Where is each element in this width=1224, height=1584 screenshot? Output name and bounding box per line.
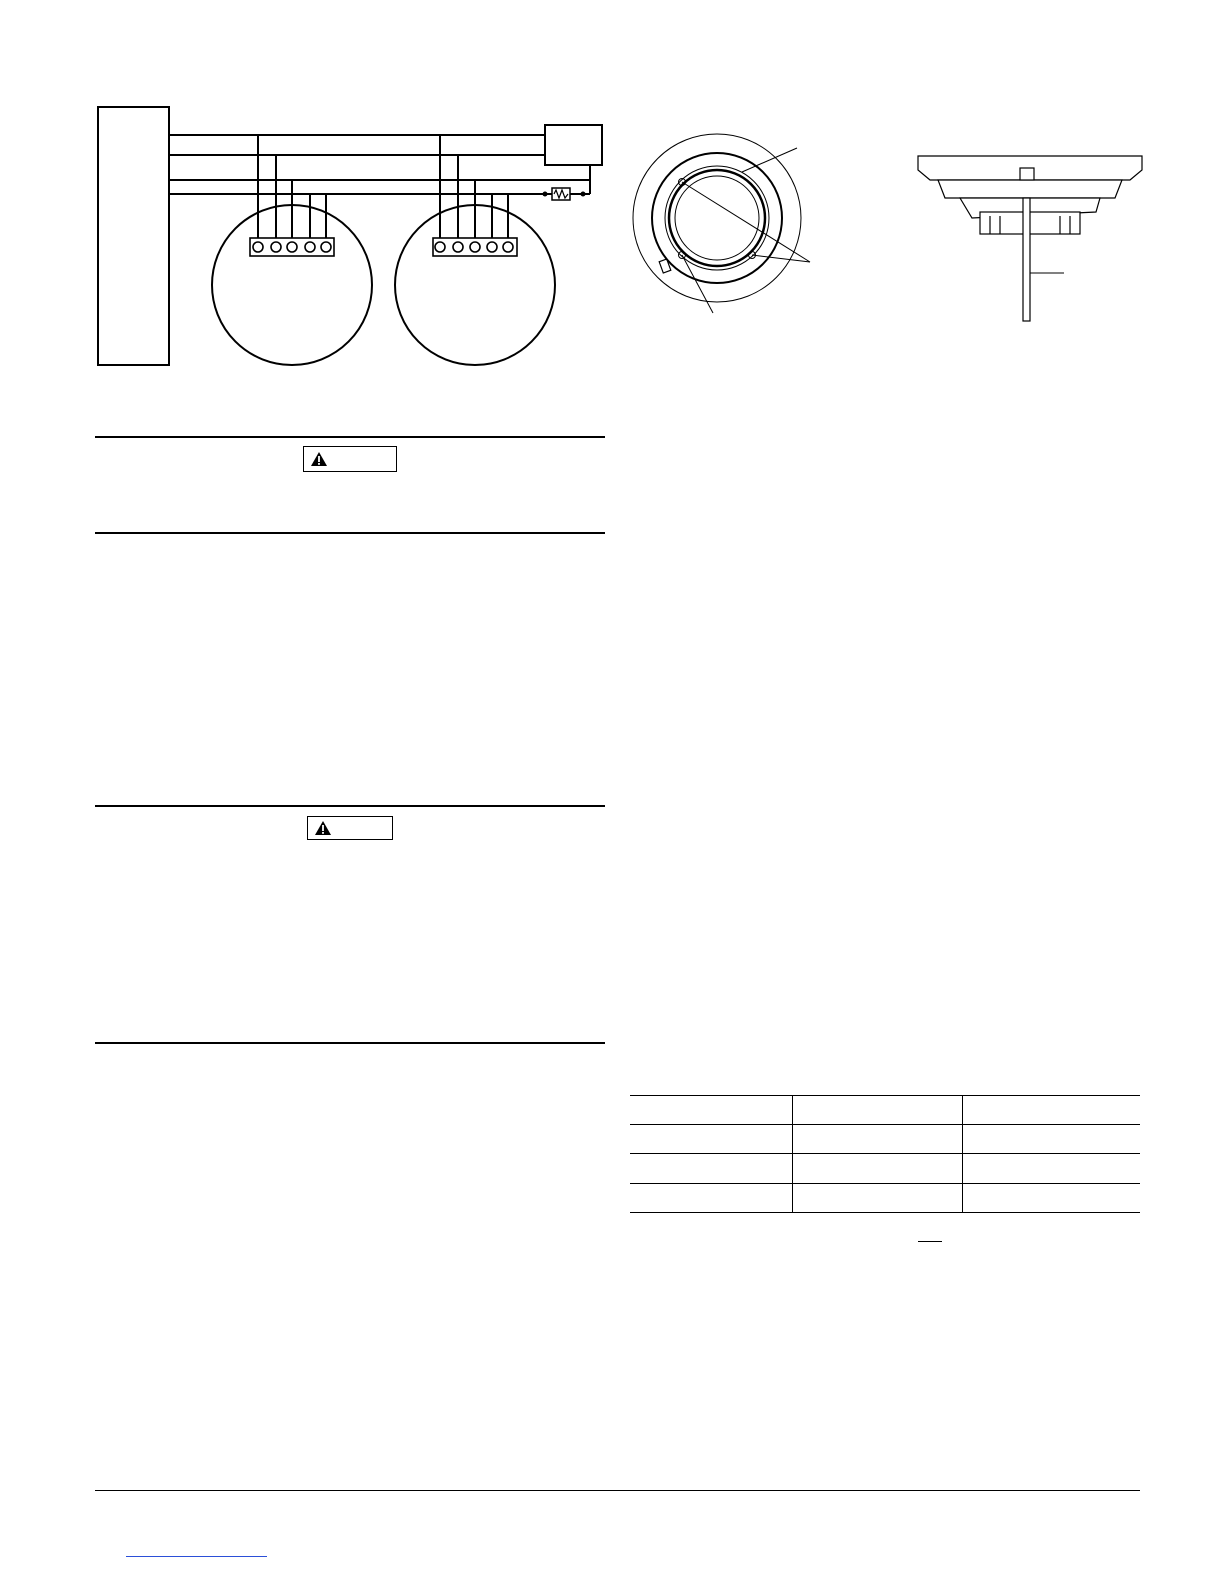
detector-side-view	[910, 150, 1150, 325]
table-column-divider-2	[962, 1095, 963, 1212]
section-rule-after-warning-1	[95, 532, 605, 534]
warning-label-box-2	[307, 816, 393, 840]
table-column-divider-1	[792, 1095, 793, 1212]
overline-mark	[918, 1241, 942, 1242]
end-of-line-device-box	[545, 125, 602, 165]
warning-label-box	[303, 446, 397, 472]
warning-triangle-icon	[310, 451, 328, 467]
table-rule-row-1	[630, 1124, 1140, 1125]
footer-rule	[95, 1490, 1140, 1491]
terminal-block-2	[433, 238, 517, 256]
section-rule-before-warning-2	[95, 805, 605, 807]
table-rule-top	[630, 1095, 1140, 1096]
terminal-block-1	[250, 238, 334, 256]
wiring-diagram	[90, 100, 620, 375]
table-rule-row-2	[630, 1153, 1140, 1154]
table-rule-row-3	[630, 1183, 1140, 1184]
table-rule-bottom	[630, 1212, 1140, 1213]
control-panel-box	[98, 107, 169, 365]
warning-triangle-icon	[314, 820, 332, 836]
section-rule-top	[95, 436, 605, 438]
detector-base-top-view	[625, 125, 845, 325]
footer-link-underline[interactable]	[126, 1556, 267, 1557]
section-rule-after-warning-2	[95, 1042, 605, 1044]
